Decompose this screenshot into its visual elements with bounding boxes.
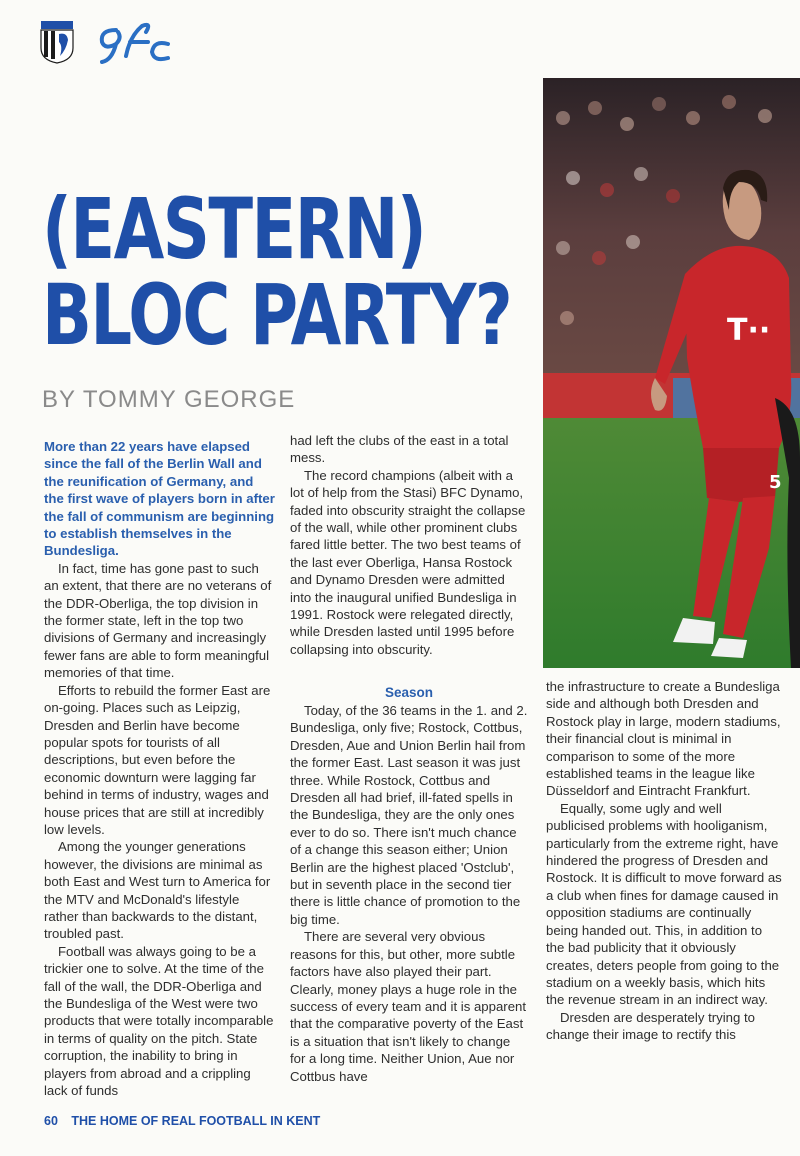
paragraph: There are several very obvious reasons for this, but other, more subtle factors have also played their part. Clearly, money plays a huge role in the success of every team and it is apparent that the comparative poverty of the East is a situation that isn't likely to change for a long time. Neither Union, Aue nor Cottbus have xyxy=(290,929,527,1084)
section-heading: Season xyxy=(384,685,434,700)
article-title xyxy=(42,180,512,364)
club-crest-icon xyxy=(40,20,74,64)
column-2-upper xyxy=(290,432,528,658)
page-footer xyxy=(44,1114,320,1128)
column-3 xyxy=(546,678,782,1044)
shirt-sponsor: T·· xyxy=(727,313,771,348)
title-line-1: (EASTERN) xyxy=(42,180,426,278)
footer-tagline: THE HOME OF REAL FOOTBALL IN KENT xyxy=(71,1114,321,1128)
paragraph: Efforts to rebuild the former East are on-going. Places such as Leipzig, Dresden and Berlin have become popular spots for tourists of all descriptions, but even before the economic downturn were lagging far behind in terms of industry, wages and house prices that are still at incredibly low levels. xyxy=(44,682,271,837)
column-2-lower xyxy=(290,684,528,1085)
paragraph: Today, of the 36 teams in the 1. and 2. Bundesliga, only five; Rostock, Cottbus, Dresden, Aue and Union Berlin hail from the former East. Last season it was just three. While Rostock, Cottbus and Dresden all had brief, ill-fated spells in the Bundesliga, they are the only ones ever to do so. There isn't much chance of a change this season either; Union Berlin are the highest placed 'Ostclub', but in seventh place in the second tier there is little chance of promotion to the big time. xyxy=(290,703,528,927)
paragraph: Dresden are desperately trying to change their image to rectify this xyxy=(546,1009,755,1043)
paragraph: In fact, time has gone past to such an extent, that there are no veterans of the DDR-Oberliga, the top division in the former state, left in the top two divisions of Germany and increasingly fewer fans are able to form meaningful memories of that time. xyxy=(44,560,272,681)
byline: BY TOMMY GEORGE xyxy=(42,386,296,413)
paragraph: Among the younger generations however, the divisions are minimal as both East and West turn to America for the MTV and McDonald's lifestyle rather than backwards to the distant, troubled past. xyxy=(44,839,271,942)
footballer-photo xyxy=(543,78,800,668)
title-line-2: BLOC PARTY? xyxy=(42,266,512,364)
paragraph: had left the clubs of the east in a total mess. xyxy=(290,433,509,466)
paragraph: Football was always going to be a trickier one to solve. At the time of the fall of the wall, the DDR-Oberliga and the Bundesliga of the West were two products that were totally incomparable in terms of quality on the pitch. State corruption, the inability to bring in players from abroad and a crippling lack of funds xyxy=(44,943,274,1099)
shirt-number: 5 xyxy=(769,472,782,493)
paragraph: the infrastructure to create a Bundesliga side and although both Dresden and Rostock play in large, modern stadiums, their financial clout is minimal in comparison to some of the more established teams in the league like Düsseldorf and Eintracht Frankfurt. xyxy=(546,679,781,799)
page-number: 60 xyxy=(44,1114,58,1128)
column-1 xyxy=(44,438,276,1099)
lead-paragraph: More than 22 years have elapsed since the fall of the Berlin Wall and the reunification of Germany, and the first wave of players born in after the fall of communism are beginning to establish themselves in the Bundesliga. xyxy=(44,439,275,559)
paragraph: The record champions (albeit with a lot of help from the Stasi) BFC Dynamo, faded into obscurity straight the collapse of the wall, while other prominent clubs fared little better. The two best teams of the last ever Oberliga, Hansa Rostock and Dynamo Dresden were admitted into the inaugural unified Bundesliga in 1991. Rostock were relegated directly, while Dresden lasted until 1995 before collapsing into obscurity. xyxy=(290,467,526,657)
paragraph: Equally, some ugly and well publicised problems with hooliganism, particularly from the extreme right, have hindered the progress of Dresden and Rostock. It is difficult to move forward as a club when fines for damage caused in opposition stadiums are continually being handed out. This, in addition to the bad publicity that it obviously creates, deters people from going to the stadium on a weekly basis, which hits the revenue stream in an indirect way. xyxy=(546,800,782,1008)
gfc-logo xyxy=(96,20,174,66)
